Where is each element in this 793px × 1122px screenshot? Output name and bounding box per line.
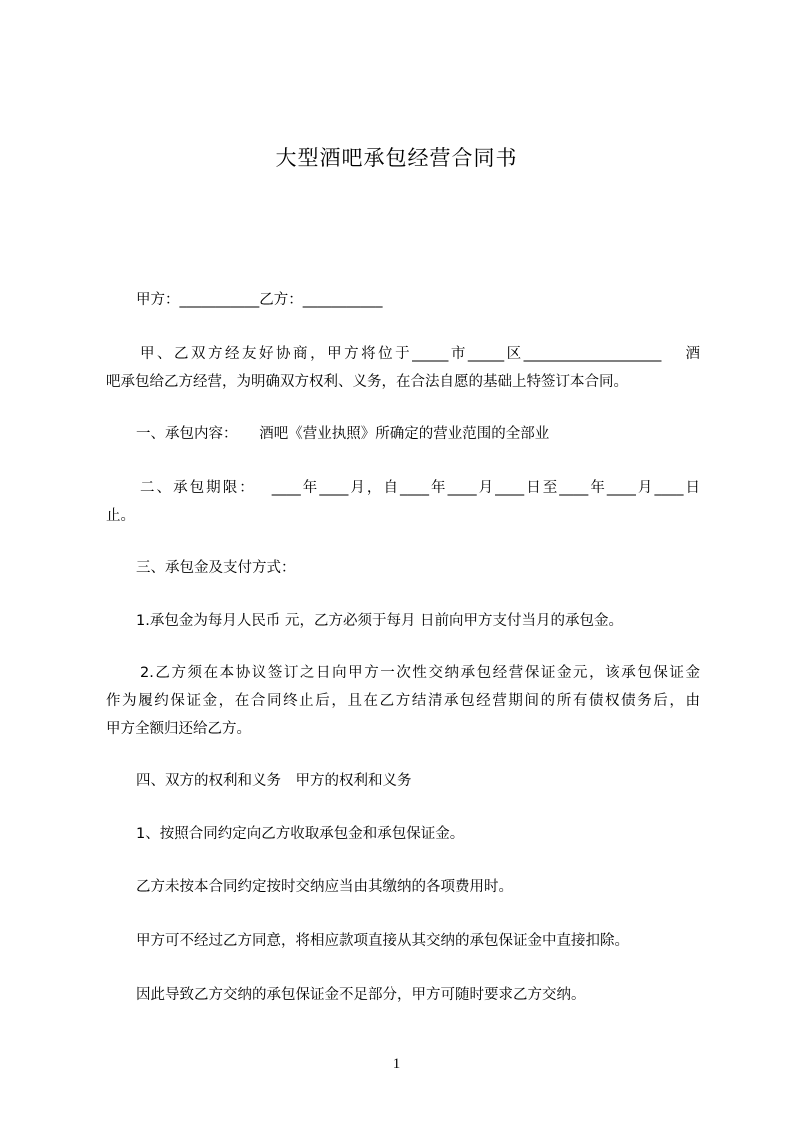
paragraph-a: 乙方未按本合同约定按时交纳应当由其缴纳的各项费用时。 [136, 879, 513, 895]
item-2-deposit-line-2: 作为履约保证金，在合同终止后，且在乙方结清承包经营期间的所有债权债务后，由 [106, 693, 700, 709]
parties-line: 甲方：___________乙方：___________ [136, 292, 383, 308]
section-4-heading: 四、双方的权利和义务 甲方的权利和义务 [136, 773, 412, 789]
section-3-heading: 三、承包金及支付方式： [136, 560, 296, 576]
right-1: 1、按照合同约定向乙方收取承包金和承包保证金。 [136, 826, 465, 842]
intro-line-2: 吧承包给乙方经营，为明确双方权利、义务，在合法自愿的基础上特签订本合同。 [106, 374, 628, 390]
section-2-term-line-1: 二、承包期限： ____年____月，自____年____月____日至____年____月____日 [140, 480, 700, 496]
section-1-contract-content: 一、承包内容： 酒吧《营业执照》所确定的营业范围的全部业 [136, 426, 550, 442]
document-title: 大型酒吧承包经营合同书 [275, 146, 518, 170]
intro-line-1: 甲、乙双方经友好协商，甲方将位于_____市_____区___________________ 酒 [140, 346, 700, 362]
section-2-term-line-2: 止。 [106, 508, 135, 524]
item-1-rent: 1.承包金为每月人民币 元，乙方必须于每月 日前向甲方支付当月的承包金。 [136, 613, 624, 629]
page-number: 1 [392, 1056, 401, 1072]
paragraph-b: 甲方可不经过乙方同意，将相应款项直接从其交纳的承包保证金中直接扣除。 [136, 933, 629, 949]
item-2-deposit-line-3: 甲方全额归还给乙方。 [106, 721, 251, 737]
item-2-deposit-line-1: 2.乙方须在本协议签订之日向甲方一次性交纳承包经营保证金元，该承包保证金 [140, 665, 700, 681]
paragraph-c: 因此导致乙方交纳的承包保证金不足部分，甲方可随时要求乙方交纳。 [136, 987, 586, 1003]
